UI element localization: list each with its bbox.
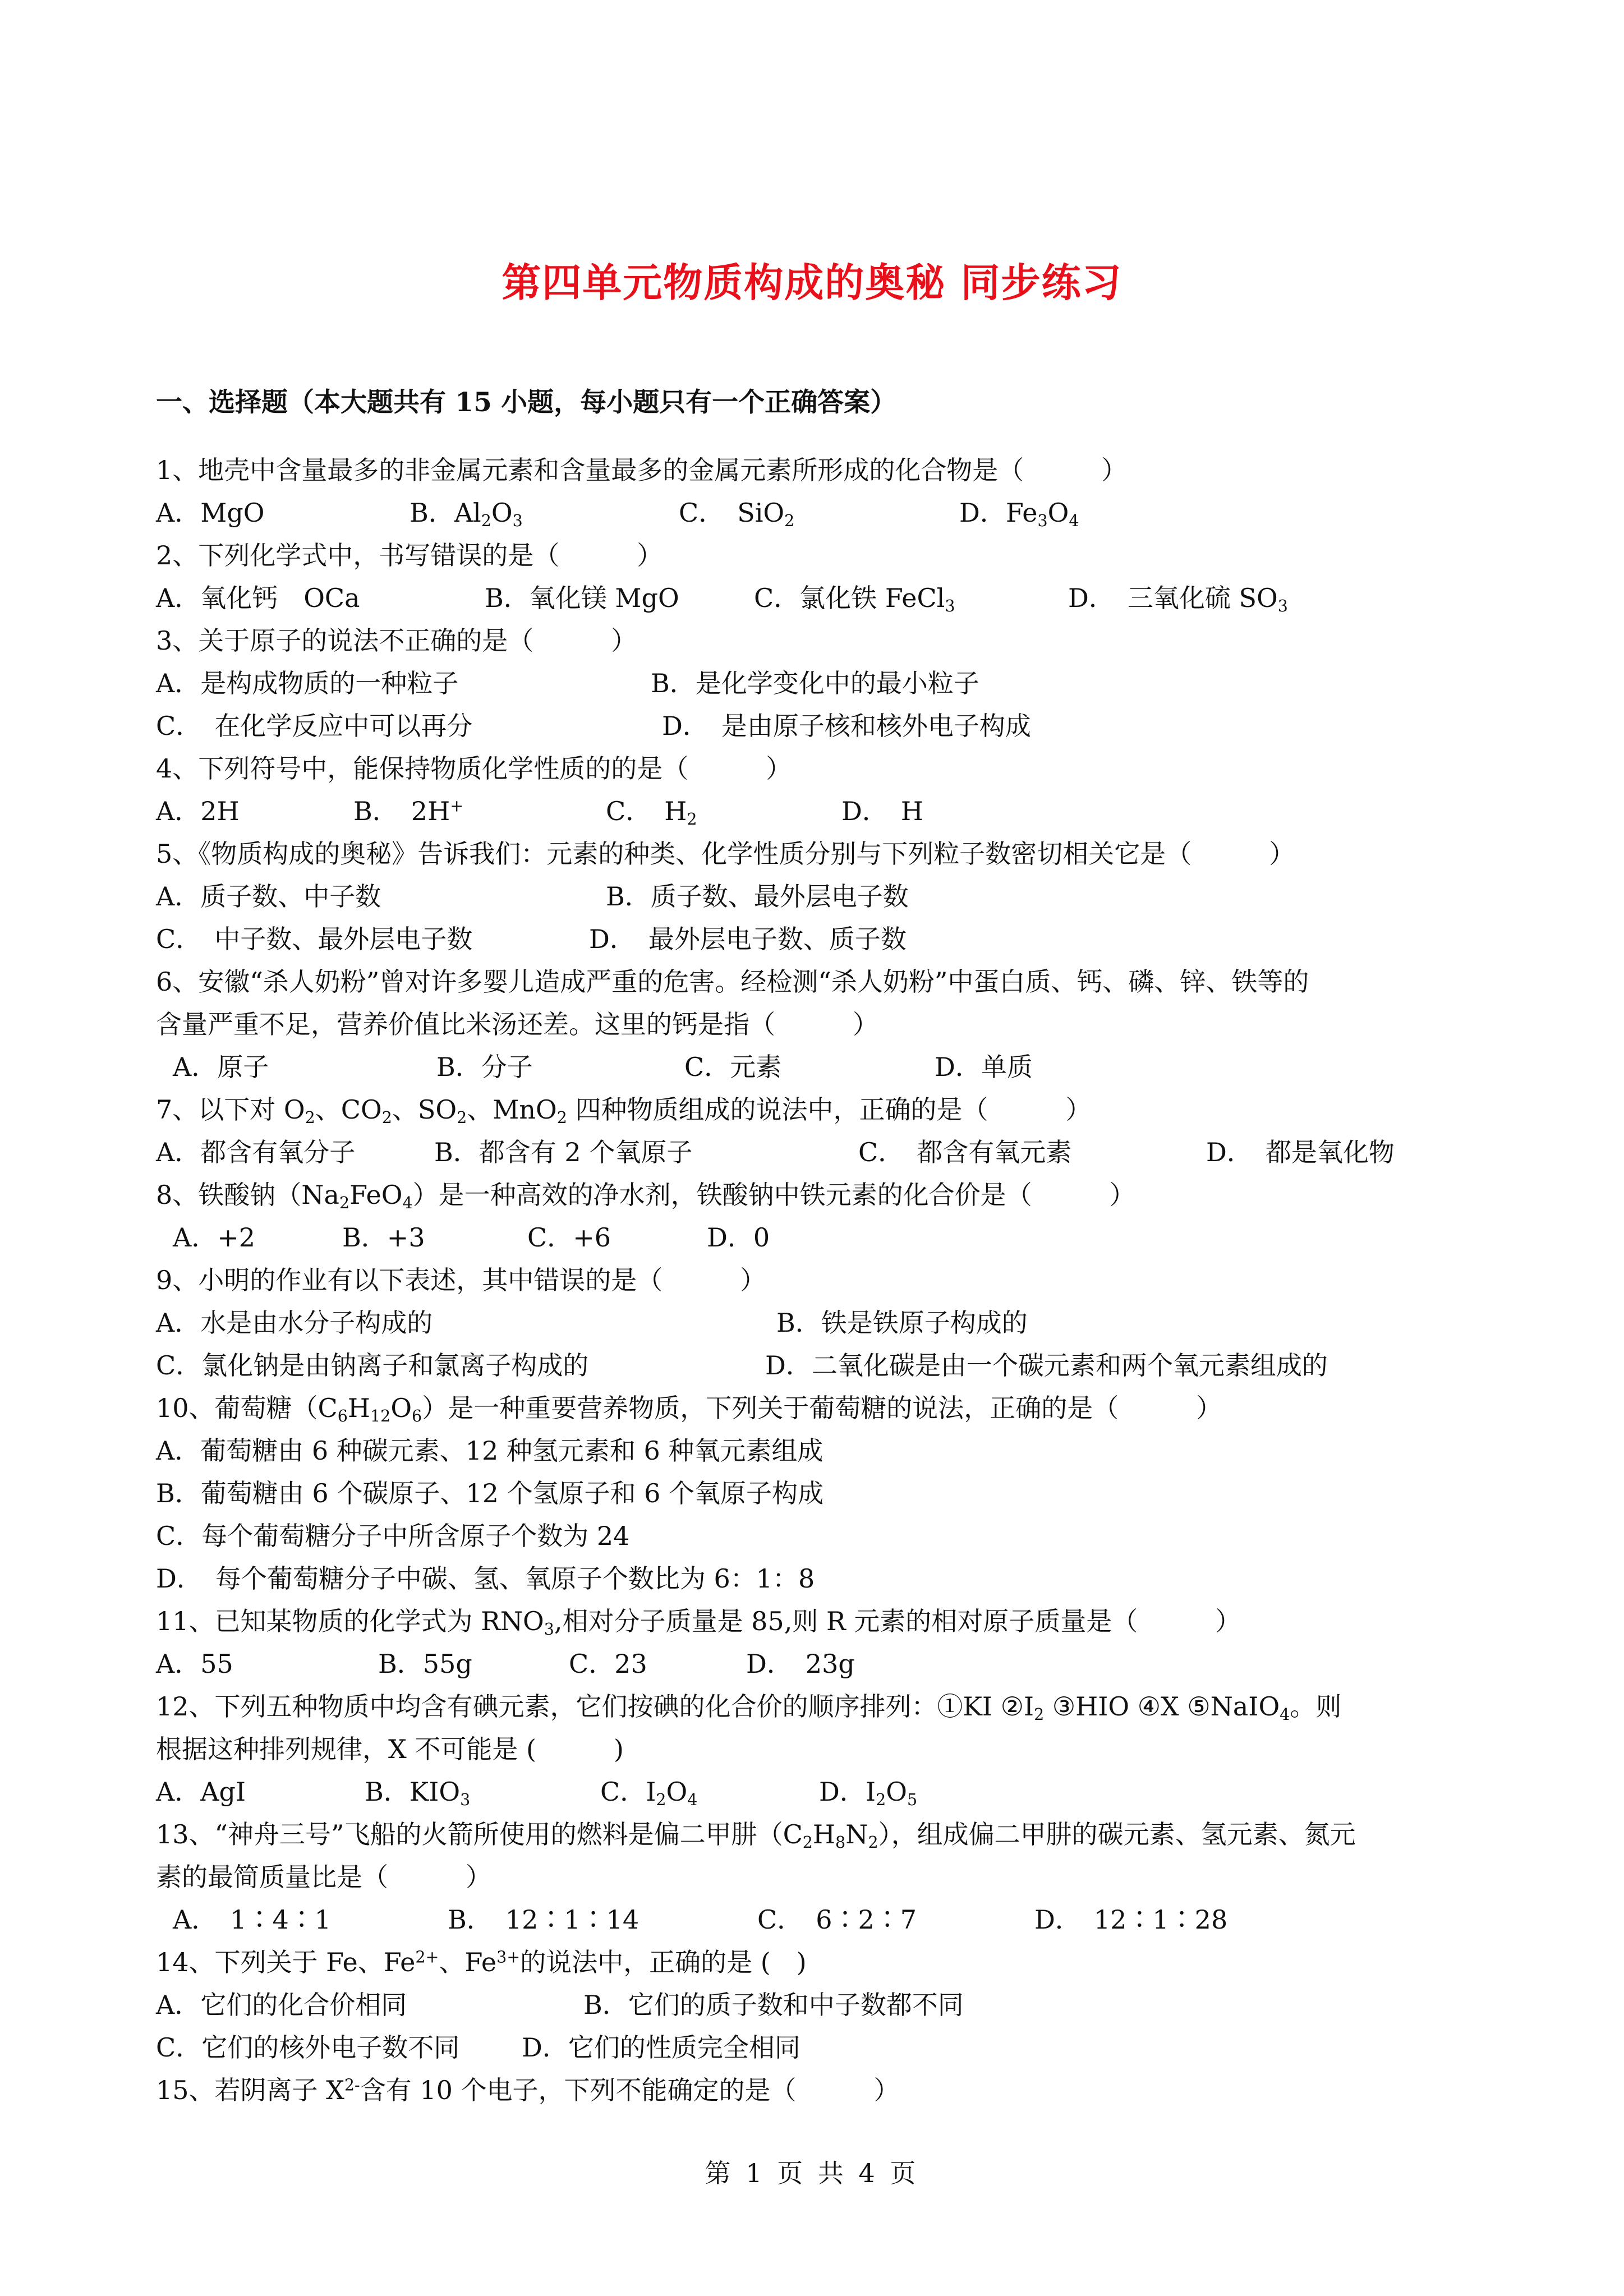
option-d: D．$Fe_3O_4$ xyxy=(959,498,1079,530)
option-d: D． 每个葡萄糖分子中碳、氢、氧原子个数比为 6：1：8 xyxy=(156,1563,815,1594)
option-d: D． 12∶1∶28 xyxy=(1034,1904,1228,1935)
option-d: D．它们的性质完全相同 xyxy=(522,2032,801,2063)
option-b: B．都含有 2 个氧原子 xyxy=(434,1137,693,1167)
option-d: D．二氧化碳是由一个碳元素和两个氧元素组成的 xyxy=(765,1350,1328,1381)
question-5: 5、《物质构成的奥秘》告诉我们：元素的种类、化学性质分别与下列粒子数密切相关它是（ ） xyxy=(156,839,1295,869)
option-d: D． 23g xyxy=(746,1649,855,1679)
option-d: D． H xyxy=(841,796,923,826)
option-c: C．元素 xyxy=(684,1052,782,1082)
option-b: B．葡萄糖由 6 个碳原子、12 个氢原子和 6 个氧原子构成 xyxy=(156,1478,823,1508)
option-c: C． 在化学反应中可以再分 xyxy=(156,711,473,741)
option-c: C．氯化钠是由钠离子和氯离子构成的 xyxy=(156,1350,589,1381)
option-b: B．+3 xyxy=(342,1222,425,1253)
option-b: B．分子 xyxy=(436,1052,533,1082)
question-8: 8、铁酸钠$(Na_2FeO_4)$是一种高效的净水剂，铁酸钠中铁元素的化合价是（ ） xyxy=(156,1180,1135,1212)
page-title: 第四单元物质构成的奥秘 同步练习 xyxy=(502,259,1122,306)
question-6-line-2: 含量严重不足，营养价值比米汤还差。这里的钙是指（ ） xyxy=(156,1009,878,1039)
option-a: A．水是由水分子构成的 xyxy=(156,1308,433,1338)
option-a: A．55 xyxy=(156,1649,233,1679)
option-c: C． $H_2$ xyxy=(606,796,697,829)
question-10: 10、葡萄糖$(C_6H_{12}O_6)$是一种重要营养物质，下列关于葡萄糖的说法，正确的是（ ） xyxy=(156,1393,1222,1425)
section-heading: 一、选择题（本大题共有 15 小题，每小题只有一个正确答案） xyxy=(156,387,897,418)
option-b: B．氧化镁 MgO xyxy=(485,583,679,613)
option-b: B．是化学变化中的最小粒子 xyxy=(651,668,979,698)
option-d: D． 是由原子核和核外电子构成 xyxy=(662,711,1031,741)
option-d: D． 最外层电子数、质子数 xyxy=(589,924,907,954)
question-1: 1、地壳中含量最多的非金属元素和含量最多的金属元素所形成的化合物是（ ） xyxy=(156,455,1128,485)
option-a: A．2H xyxy=(156,796,240,826)
question-3: 3、关于原子的说法不正确的是（ ） xyxy=(156,625,637,656)
option-c: C．$I_2O_4$ xyxy=(600,1777,698,1809)
option-c: C． SiO$_2$ xyxy=(679,498,795,530)
option-c: C．每个葡萄糖分子中所含原子个数为 24 xyxy=(156,1521,630,1551)
option-a: A．都含有氧分子 xyxy=(156,1137,356,1167)
option-b: B．55g xyxy=(378,1649,472,1679)
question-7: 7、以下对 $O_2$、$CO_2$、$SO_2$、MnO$_2$ 四种物质组成的说法中，正确的是（ ） xyxy=(156,1094,1092,1127)
option-d: D．单质 xyxy=(935,1052,1033,1082)
question-12-line-2: 根据这种排列规律，X 不可能是 ( ) xyxy=(156,1734,624,1764)
option-a: A． 1∶4∶1 xyxy=(173,1904,332,1935)
question-6-line-1: 6、安徽“杀人奶粉”曾对许多婴儿造成严重的危害。经检测“杀人奶粉”中蛋白质、钙、磷、锌、铁等的 xyxy=(156,967,1309,997)
question-9: 9、小明的作业有以下表述，其中错误的是（ ） xyxy=(156,1265,766,1295)
option-d: D．0 xyxy=(707,1222,770,1253)
question-4: 4、下列符号中，能保持物质化学性质的的是（ ） xyxy=(156,753,792,784)
option-a: A．AgI xyxy=(156,1777,246,1807)
option-c: C．它们的核外电子数不同 xyxy=(156,2032,460,2063)
question-2: 2、下列化学式中，书写错误的是（ ） xyxy=(156,540,663,570)
option-c: C． 都含有氧元素 xyxy=(858,1137,1072,1167)
option-b: B．$Al_2O_3$ xyxy=(410,498,523,530)
option-b: B．铁是铁原子构成的 xyxy=(776,1308,1028,1338)
option-c: C． 6∶2∶7 xyxy=(757,1904,917,1935)
option-a: A．氧化钙 OCa xyxy=(156,583,360,613)
option-a: A．原子 xyxy=(173,1052,269,1082)
option-b: B． 12∶1∶14 xyxy=(448,1904,640,1935)
question-14: 14、下列关于 Fe、$Fe^{2+}$、$Fe^{3+}$的说法中，正确的是 ( ) xyxy=(156,1947,807,1977)
option-d: D． 三氧化硫 $SO_3$ xyxy=(1068,583,1288,615)
question-11: 11、已知某物质的化学式为 $RNO_3$,相对分子质量是 85,则 R 元素的相对原子质量是（ ） xyxy=(156,1606,1241,1639)
option-c: C． 中子数、最外层电子数 xyxy=(156,924,473,954)
option-a: A．它们的化合价相同 xyxy=(156,1990,407,2020)
option-b: B．$KIO_3$ xyxy=(365,1777,471,1809)
page-footer: 第 1 页 共 4 页 xyxy=(705,2158,919,2188)
question-13-line-1: 13、“神舟三号”飞船的火箭所使用的燃料是偏二甲肼$(C_2H_8N_2)$，组成偏二甲肼的碳元素、氢元素、氮元 xyxy=(156,1819,1356,1852)
option-a: A．MgO xyxy=(156,498,265,528)
option-a: A．质子数、中子数 xyxy=(156,881,381,912)
option-b: B．它们的质子数和中子数都不同 xyxy=(583,1990,964,2020)
option-a: A．葡萄糖由 6 种碳元素、12 种氢元素和 6 种氧元素组成 xyxy=(156,1435,823,1466)
question-15: 15、若阴离子 $X^{2-}$含有 10 个电子，下列不能确定的是（ ） xyxy=(156,2075,900,2105)
option-c: C．氯化铁 FeCl$_3$ xyxy=(754,583,955,615)
option-a: A．是构成物质的一种粒子 xyxy=(156,668,459,698)
option-d: D． 都是氧化物 xyxy=(1206,1137,1395,1167)
option-c: C．23 xyxy=(569,1649,647,1679)
option-c: C．+6 xyxy=(527,1222,611,1253)
option-b: B．质子数、最外层电子数 xyxy=(606,881,909,912)
option-b: B． 2H+ xyxy=(353,796,464,826)
question-12-line-1: 12、下列五种物质中均含有碘元素，它们按碘的化合价的顺序排列：①KI $②I_2$ ③HIO ④X ⑤NaIO$_4$。则 xyxy=(156,1691,1342,1724)
question-13-line-2: 素的最简质量比是（ ） xyxy=(156,1862,491,1892)
option-a: A．+2 xyxy=(173,1222,256,1253)
option-d: D．$I_2O_5$ xyxy=(819,1777,918,1809)
